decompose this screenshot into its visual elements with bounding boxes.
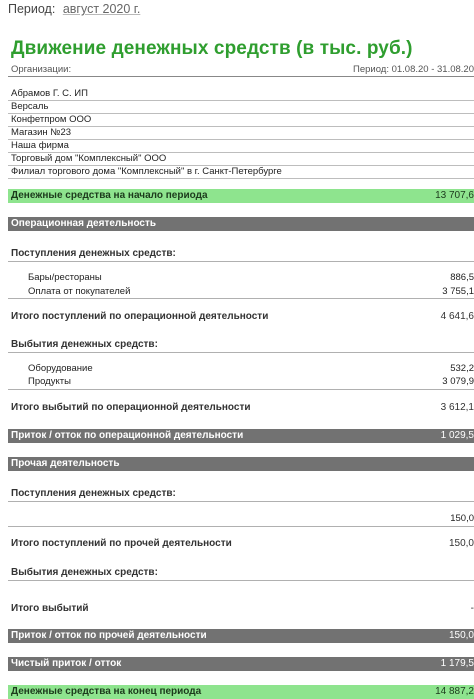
divider bbox=[8, 389, 474, 390]
org-label: Организации: bbox=[11, 64, 72, 75]
divider bbox=[8, 298, 474, 299]
org-item: Филиал торгового дома "Комплексный" в г. Санкт-Петербурге bbox=[11, 166, 282, 177]
period-label: Период: bbox=[8, 2, 56, 16]
divider bbox=[8, 501, 474, 502]
org-item: Абрамов Г. С. ИП bbox=[11, 88, 88, 99]
net-flow-row: Чистый приток / отток 1 179,5 bbox=[8, 657, 474, 671]
org-item: Торговый дом "Комплексный" ООО bbox=[11, 153, 167, 164]
divider bbox=[8, 352, 474, 353]
divider bbox=[8, 580, 474, 581]
other-section-header: Прочая деятельность bbox=[8, 457, 474, 471]
divider bbox=[8, 178, 474, 179]
divider bbox=[8, 76, 474, 77]
period-selector bbox=[8, 2, 140, 16]
operating-net-row: Приток / отток по операционной деятельности 1 029,5 bbox=[8, 429, 474, 443]
period-range: Период: 01.08.20 - 31.08.20 bbox=[353, 64, 474, 75]
other-net-row: Приток / отток по прочей деятельности 150,0 bbox=[8, 629, 474, 643]
period-value-link[interactable]: август 2020 г. bbox=[62, 2, 141, 16]
divider bbox=[8, 261, 474, 262]
org-header-row bbox=[8, 63, 474, 76]
opening-balance-row: Денежные средства на начало периода 13 707,6 bbox=[8, 189, 474, 203]
operating-section-header: Операционная деятельность bbox=[8, 217, 474, 231]
report-title: Движение денежных средств (в тыс. руб.) bbox=[11, 38, 413, 59]
closing-balance-row: Денежные средства на конец периода 14 887,2 bbox=[8, 685, 474, 699]
org-item: Наша фирма bbox=[11, 140, 69, 151]
org-item: Магазин №23 bbox=[11, 127, 72, 138]
divider bbox=[8, 526, 474, 527]
org-item: Версаль bbox=[11, 101, 49, 112]
org-item: Конфетпром ООО bbox=[11, 114, 92, 125]
